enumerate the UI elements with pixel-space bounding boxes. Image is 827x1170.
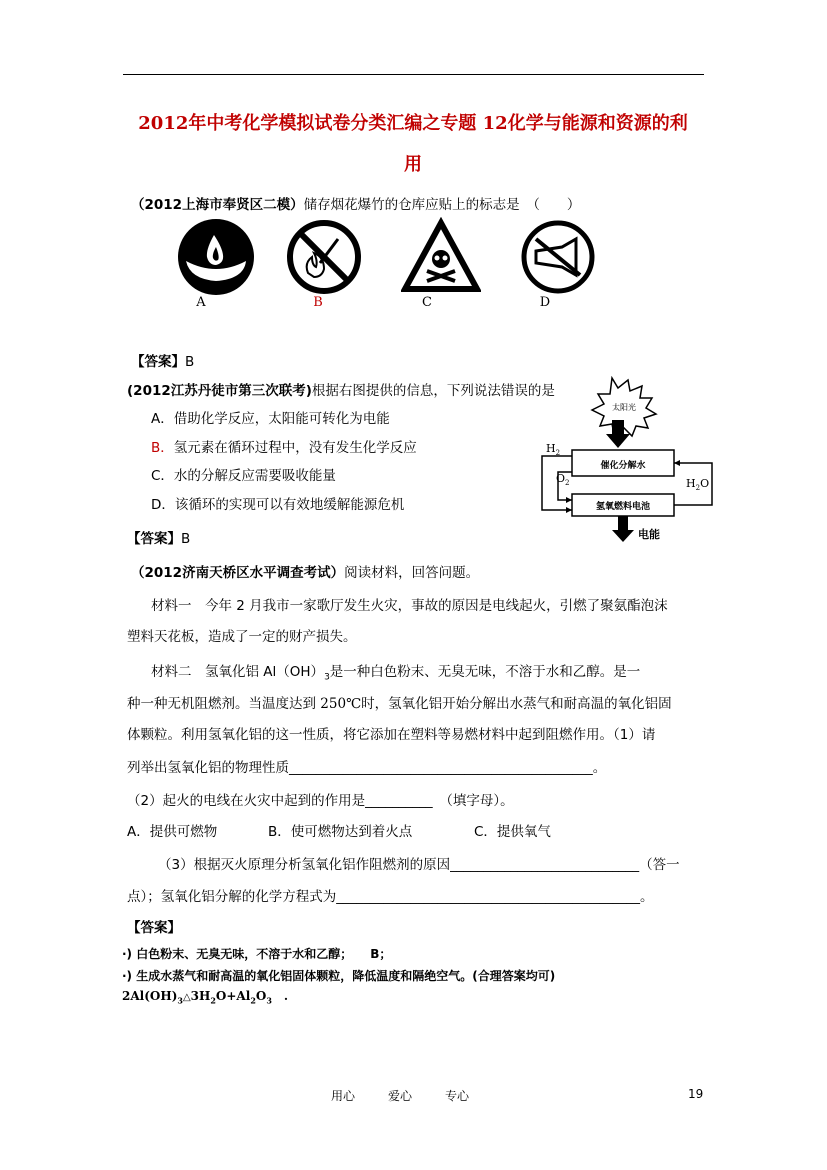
o2-text: O xyxy=(556,472,566,485)
subscript: 2 xyxy=(250,995,256,1006)
q3-opt-a: A．提供可燃物 xyxy=(127,824,218,840)
equation-part: 2Al(OH) xyxy=(122,989,178,1003)
option-label-d: D xyxy=(539,295,551,310)
catalytic-box-label: 催化分解水 xyxy=(600,461,646,471)
q2-option-c: C．水的分解反应需要吸收能量 xyxy=(151,468,336,484)
subscript: 3 xyxy=(266,995,272,1006)
header-rule xyxy=(123,74,704,75)
q2-option-b-letter: B． xyxy=(151,440,174,456)
page-title-line2: 用 xyxy=(404,154,422,175)
arrow-right-icon xyxy=(566,497,572,503)
q2-option-a: A．借助化学反应，太阳能可转化为电能 xyxy=(151,411,390,427)
heat-triangle-icon: △ xyxy=(182,992,191,1003)
q3-sub1-blank: 列举出氢氧化铝的物理性质_____________________________________________。 xyxy=(127,760,607,776)
material2-line3: 体颗粒。利用氢氧化铝的这一性质，将它添加在塑料等易燃材料中起到阻燃作用。（1）请 xyxy=(127,727,656,743)
q1-stem: 储存烟花爆竹的仓库应贴上的标志是 （ ） xyxy=(303,197,581,213)
equation-part: O xyxy=(255,989,267,1003)
h2o-o: O xyxy=(700,477,710,490)
q2-line xyxy=(127,379,555,399)
q1-source: （2012上海市奉贤区二模） xyxy=(131,197,304,213)
sun-label: 太阳光 xyxy=(612,403,636,412)
flammable-liquid-sign-icon xyxy=(176,217,256,297)
equation-part: . xyxy=(271,989,289,1003)
q3-answer-label: 【答案】 xyxy=(127,920,181,936)
page-number: 19 xyxy=(688,1087,704,1101)
arrow-right-icon xyxy=(566,507,572,513)
answer-value: B xyxy=(181,531,191,547)
no-fire-sign-icon xyxy=(284,217,364,297)
option-label-a: A xyxy=(196,295,206,310)
electric-energy-label: 电能 xyxy=(638,528,660,541)
q3-stem: 阅读材料，回答问题。 xyxy=(344,565,480,581)
material2-text: 是一种白色粉末、无臭无味，不溶于水和乙醇。是一 xyxy=(329,664,641,680)
footer-item: 专心 xyxy=(445,1089,470,1103)
option-label-c: C xyxy=(422,295,432,310)
subscript: 3 xyxy=(177,995,183,1006)
answer-label: 【答案】 xyxy=(131,354,185,370)
arrow-down-icon xyxy=(612,516,634,542)
subscript: 3 xyxy=(324,672,330,683)
option-label-b: B xyxy=(313,295,323,310)
q3-answer-equation xyxy=(122,987,288,1005)
answer-label: 【答案】 xyxy=(127,531,181,547)
q3-sub3-line1: （3）根据灭火原理分析氢氧化铝作阻燃剂的原因____________________________（答一 xyxy=(158,857,680,873)
q1-line xyxy=(131,193,580,213)
material2-text: 材料二 氢氧化铝 Al（OH） xyxy=(151,664,325,680)
material1-line2: 塑料天花板，造成了一定的财产损失。 xyxy=(127,629,357,645)
fuel-cell-box-label: 氢氧燃料电池 xyxy=(595,502,651,512)
q2-option-b xyxy=(151,436,417,456)
material2-text: 种一种无机阻燃剂。当温度达到 xyxy=(127,696,321,712)
arrow-left-icon xyxy=(674,460,680,466)
energy-cycle-diagram xyxy=(530,376,730,546)
o2-sub: 2 xyxy=(565,479,570,487)
q2-answer xyxy=(127,527,190,547)
q3-line xyxy=(131,561,479,581)
svg-text:O2 xyxy=(556,472,570,487)
q3-opt-c: C．提供氧气 xyxy=(474,824,551,840)
footer-item: 用心 xyxy=(331,1089,356,1103)
q2-option-b-text: 氢元素在循环过程中，没有发生化学反应 xyxy=(173,440,417,456)
q2-source: (2012江苏丹徒市第三次联考) xyxy=(127,383,312,399)
subscript: 2 xyxy=(210,995,216,1006)
h2o-text: H xyxy=(686,477,696,490)
h2-text: H xyxy=(546,442,556,455)
no-horn-sign-icon xyxy=(518,217,598,297)
q3-sub3-line2: 点）；氢氧化铝分解的化学方程式为_____________________________________________。 xyxy=(127,889,654,905)
q3-opt-b: B．使可燃物达到着火点 xyxy=(268,824,413,840)
h2-sub: 2 xyxy=(555,449,561,457)
q3-sub2: （2）起火的电线在火灾中起到的作用是__________ （填字母）。 xyxy=(127,793,514,809)
q2-option-d: D．该循环的实现可以有效地缓解能源危机 xyxy=(151,497,405,513)
q3-source: （2012济南天桥区水平调查考试） xyxy=(131,565,345,581)
q3-answer-line2: ·) 生成水蒸气和耐高温的氧化铝固体颗粒，降低温度和隔绝空气。(合理答案均可) xyxy=(122,969,556,983)
material1-line1: 材料一 今年 2 月我市一家歌厅发生火灾，事故的原因是电线起火，引燃了聚氨酯泡沫 xyxy=(151,598,668,614)
equation-part: 3H xyxy=(190,989,211,1003)
svg-text:H2 xyxy=(546,442,560,457)
material2-text: 时，氢氧化铝开始分解出水蒸气和耐高温的氧化铝固 xyxy=(361,696,672,712)
material2-line1 xyxy=(151,660,640,683)
svg-text:H2O xyxy=(686,477,709,492)
q3-answer-line1: ·) 白色粉末、无臭无味，不溶于水和乙醇； B； xyxy=(122,947,392,961)
footer-item: 爱心 xyxy=(388,1089,413,1103)
material2-line2 xyxy=(127,692,672,712)
toxic-sign-icon xyxy=(401,217,481,297)
h2o-sub: 2 xyxy=(695,484,701,492)
page-title-line1: 2012年中考化学模拟试卷分类汇编之专题 12化学与能源和资源的利 xyxy=(138,113,688,134)
temperature: 250℃ xyxy=(320,696,362,712)
q1-answer xyxy=(131,350,194,370)
answer-value: B xyxy=(185,354,195,370)
equation-part: O+Al xyxy=(215,989,251,1003)
q2-stem: 根据右图提供的信息，下列说法错误的是 xyxy=(311,383,555,399)
